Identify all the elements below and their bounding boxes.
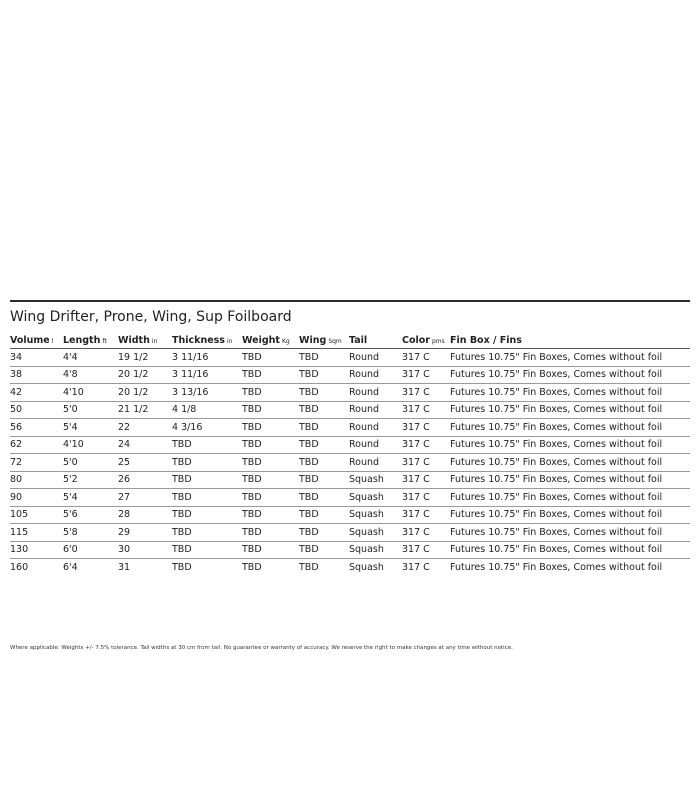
column-header — [402, 332, 450, 349]
table-cell: Futures 10.75" Fin Boxes, Comes without foil — [450, 506, 690, 524]
table-cell: TBD — [299, 349, 349, 367]
column-header-label: Color — [402, 334, 430, 346]
table-cell: TBD — [172, 471, 242, 489]
table-cell: 6'0 — [63, 541, 118, 559]
column-header — [299, 332, 349, 349]
column-header-label: Length — [63, 334, 101, 346]
table-cell: 4'8 — [63, 366, 118, 384]
column-header-unit: Sqm — [328, 337, 342, 345]
table-cell: 5'8 — [63, 524, 118, 542]
table-cell: 3 11/16 — [172, 366, 242, 384]
table-cell: 5'4 — [63, 419, 118, 437]
table-cell: 5'0 — [63, 401, 118, 419]
table-cell: TBD — [172, 436, 242, 454]
column-header-unit: Kg — [281, 337, 290, 345]
table-cell: 4 1/8 — [172, 401, 242, 419]
column-header-unit: in — [151, 337, 158, 345]
column-header — [10, 332, 63, 349]
table-row — [10, 349, 690, 367]
table-cell: 105 — [10, 506, 63, 524]
table-cell: 3 13/16 — [172, 384, 242, 402]
table-cell: TBD — [242, 506, 299, 524]
table-cell: 21 1/2 — [118, 401, 172, 419]
column-header-unit: ft — [102, 337, 107, 345]
table-cell: 317 C — [402, 401, 450, 419]
table-cell: Round — [349, 436, 402, 454]
column-header-label: Weight — [242, 334, 280, 346]
table-cell: Squash — [349, 489, 402, 507]
table-cell: TBD — [299, 471, 349, 489]
table-cell: 34 — [10, 349, 63, 367]
table-cell: TBD — [172, 561, 192, 573]
table-cell: 42 — [10, 384, 63, 402]
table-cell: 19 1/2 — [118, 349, 172, 367]
table-cell: Squash — [349, 471, 402, 489]
table-cell: Squash — [349, 541, 402, 559]
table-cell: 317 C — [402, 471, 450, 489]
table-cell: Round — [349, 366, 402, 384]
table-cell: 317 C — [402, 454, 450, 472]
table-row — [10, 384, 690, 402]
table-cell: 4'10 — [63, 436, 118, 454]
column-header-label: Volume — [10, 334, 50, 346]
table-cell: 90 — [10, 489, 63, 507]
table-row — [10, 419, 690, 437]
table-cell: Round — [349, 454, 402, 472]
table-cell: 26 — [118, 471, 172, 489]
table-cell: TBD — [242, 366, 299, 384]
table-cell: TBD — [299, 454, 349, 472]
table-cell: 27 — [118, 489, 172, 507]
table-cell: 5'4 — [63, 489, 118, 507]
table-cell: Futures 10.75" Fin Boxes, Comes without foil — [450, 436, 690, 454]
table-cell: TBD — [299, 384, 349, 402]
column-header — [118, 332, 172, 349]
table-cell: 4 3/16 — [172, 419, 242, 437]
table-cell: 25 — [118, 454, 172, 472]
table-cell: Futures 10.75" Fin Boxes, Comes without foil — [450, 384, 690, 402]
table-cell: 317 C — [402, 489, 450, 507]
table-cell: Round — [349, 384, 402, 402]
column-header — [450, 332, 690, 349]
table-cell: TBD — [242, 349, 299, 367]
table-cell: 317 C — [402, 384, 450, 402]
header-row — [10, 332, 690, 349]
table-cell: 317 C — [402, 419, 450, 437]
table-cell: 130 — [10, 541, 63, 559]
table-cell: 38 — [10, 366, 63, 384]
table-cell: 80 — [10, 471, 63, 489]
table-cell: TBD — [299, 489, 349, 507]
table-row — [10, 454, 690, 472]
table-row — [10, 401, 690, 419]
table-title: Wing Drifter, Prone, Wing, Sup Foilboard — [10, 309, 292, 325]
column-header — [172, 332, 242, 349]
table-cell: Futures 10.75" Fin Boxes, Comes without foil — [450, 524, 690, 542]
table-cell: TBD — [299, 506, 349, 524]
table-row — [10, 489, 690, 507]
table-cell: 317 C — [402, 436, 450, 454]
table-cell: TBD — [242, 436, 299, 454]
table-cell: Round — [349, 401, 402, 419]
table-cell: TBD — [299, 524, 349, 542]
table-cell: 29 — [118, 524, 172, 542]
table-cell: Squash — [349, 506, 402, 524]
table-cell: TBD — [242, 454, 299, 472]
table-cell: TBD — [299, 436, 349, 454]
column-header-label: Wing — [299, 334, 327, 346]
table-row — [10, 559, 690, 576]
table-cell: TBD — [242, 384, 299, 402]
table-cell: TBD — [242, 489, 299, 507]
table-cell: TBD — [242, 541, 299, 559]
table-cell: TBD — [172, 541, 242, 559]
column-header-label: Fin Box / Fins — [450, 334, 522, 346]
table-cell: Futures 10.75" Fin Boxes, Comes without foil — [450, 454, 690, 472]
table-row — [10, 524, 690, 542]
footnote: Where applicable: Weights +/- 7.5% tolerance. Tail widths at 30 cm from tail. No guarantee or warranty of accuracy. We reserve the right to make changes at any time without notice. — [10, 645, 513, 651]
table-cell: 317 C — [402, 524, 450, 542]
column-header — [242, 332, 299, 349]
table-cell: TBD — [172, 524, 242, 542]
table-cell: Futures 10.75" Fin Boxes, Comes without foil — [450, 401, 690, 419]
table-cell: TBD — [242, 401, 299, 419]
table-cell: TBD — [299, 561, 319, 573]
table-cell: 160 — [10, 561, 29, 573]
table-cell: TBD — [299, 541, 349, 559]
table-cell: 62 — [10, 436, 63, 454]
table-cell: 317 C — [402, 349, 450, 367]
table-cell: Futures 10.75" Fin Boxes, Comes without foil — [450, 366, 690, 384]
table-cell: Squash — [349, 524, 402, 542]
table-cell: 5'0 — [63, 454, 118, 472]
table-cell: 317 C — [402, 366, 450, 384]
table-cell: 5'2 — [63, 471, 118, 489]
table-cell: 30 — [118, 541, 172, 559]
table-cell: 28 — [118, 506, 172, 524]
table-cell: Futures 10.75" Fin Boxes, Comes without foil — [450, 489, 690, 507]
column-header-label: Thickness — [172, 334, 225, 346]
table-cell: Futures 10.75" Fin Boxes, Comes without foil — [450, 349, 690, 367]
column-header-label: Tail — [349, 334, 368, 346]
table-row — [10, 506, 690, 524]
table-cell: 4'10 — [63, 384, 118, 402]
table-cell: TBD — [299, 401, 349, 419]
table-cell: 72 — [10, 454, 63, 472]
column-header-unit: in — [226, 337, 233, 345]
table-cell: 20 1/2 — [118, 384, 172, 402]
table-cell: TBD — [172, 506, 242, 524]
table-cell: Futures 10.75" Fin Boxes, Comes without foil — [450, 561, 663, 573]
table-cell: Round — [349, 349, 402, 367]
column-header — [349, 332, 402, 349]
table-cell: 56 — [10, 419, 63, 437]
table-row — [10, 471, 690, 489]
table-cell: TBD — [242, 561, 262, 573]
table-cell: 50 — [10, 401, 63, 419]
table-row — [10, 366, 690, 384]
table-cell: Futures 10.75" Fin Boxes, Comes without foil — [450, 471, 690, 489]
table-cell: TBD — [242, 524, 299, 542]
column-header-unit: l — [51, 337, 54, 345]
table-cell: 317 C — [402, 561, 430, 573]
spec-table — [10, 332, 690, 576]
table-cell: Futures 10.75" Fin Boxes, Comes without foil — [450, 541, 690, 559]
table-cell: 5'6 — [63, 506, 118, 524]
table-cell: 24 — [118, 436, 172, 454]
table-cell: Futures 10.75" Fin Boxes, Comes without foil — [450, 419, 690, 437]
table-row — [10, 541, 690, 559]
column-header-unit: pms — [431, 337, 445, 345]
table-cell: TBD — [242, 419, 299, 437]
spec-table-section — [10, 300, 690, 576]
column-header-label: Width — [118, 334, 150, 346]
table-cell: TBD — [299, 419, 349, 437]
table-cell: 20 1/2 — [118, 366, 172, 384]
table-cell: 3 11/16 — [172, 349, 242, 367]
table-cell: TBD — [172, 489, 242, 507]
column-header — [63, 332, 118, 349]
table-cell: TBD — [299, 366, 349, 384]
table-cell: 22 — [118, 419, 172, 437]
table-cell: 4'4 — [63, 349, 118, 367]
table-cell: TBD — [172, 454, 242, 472]
table-cell: Round — [349, 419, 402, 437]
top-divider — [10, 300, 690, 302]
table-row — [10, 436, 690, 454]
table-cell: 317 C — [402, 506, 450, 524]
table-cell: 6'4 — [63, 561, 78, 573]
table-body — [10, 349, 690, 576]
table-cell: 115 — [10, 524, 63, 542]
table-cell: 317 C — [402, 541, 450, 559]
table-cell: Squash — [349, 561, 384, 573]
table-cell: TBD — [242, 471, 299, 489]
table-cell: 31 — [118, 561, 131, 573]
